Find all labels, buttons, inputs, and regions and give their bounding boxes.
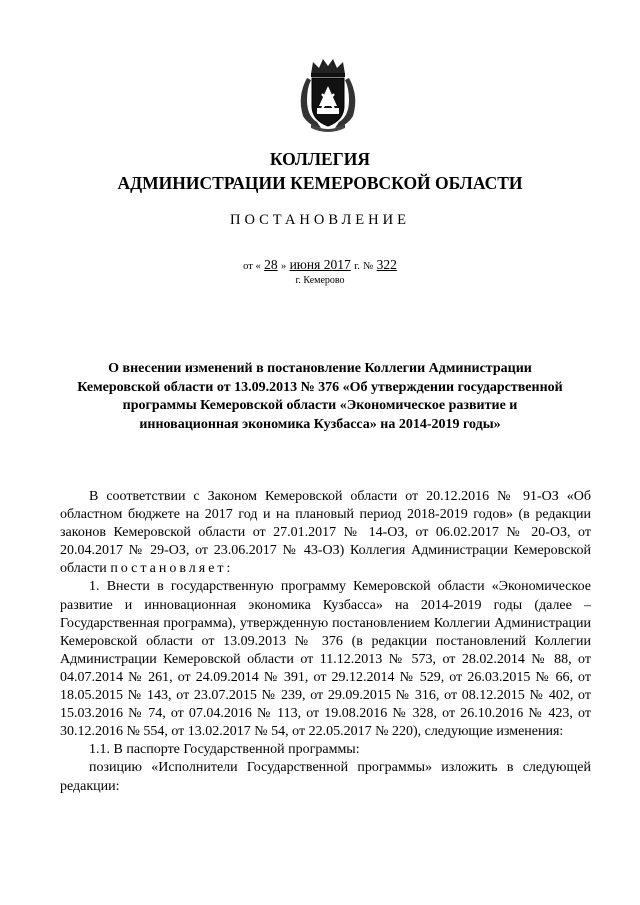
body-paragraph-position: позицию «Исполнители Государственной программы» изложить в следующей редакции: (60, 760, 591, 794)
coat-of-arms-emblem (295, 56, 361, 132)
body-paragraph-item-1: 1. Внести в государственную программу Кемеровской области «Экономическое развитие и инновационная экономика Кузбасса» на 2014-2019 годы (далее – Государственная программа), утвержденную постановлением Коллегии Администрации Кемеровской области от 13.09.2013 № 376 (в редакции постановлений Коллегии Администрации Кемеровской области от 11.12.2013 № 573, от 28.02.2014 № 88, от 04.07.2014 № 261, от 24.09.2014 № 391, от 29.12.2014 № 529, от 26.03.2015 № 66, от 18.05.2015 № 143, от 23.07.2015 № 239, от 29.09.2015 № 316, от 08.12.2015 № 402, от 15.03.2016 № 74, от 07.04.2016 № 113, от 19.08.2016 № 328, от 26.10.2016 № 423, от 30.12.2016 № 554, от 13.02.2017 № 54, от 22.05.2017 № 220), следующие изменения: (60, 579, 591, 740)
date-prefix: от « (243, 261, 261, 272)
document-number: 322 (376, 257, 397, 272)
document-body (60, 488, 591, 796)
organization-name-line2: АДМИНИСТРАЦИИ КЕМЕРОВСКОЙ ОБЛАСТИ (117, 173, 523, 193)
subject-line: Кемеровской области от 13.09.2013 № 376 «Об утверждении государственной (77, 379, 563, 395)
organization-name-line1: КОЛЛЕГИЯ (269, 149, 371, 169)
document-subject (40, 360, 600, 434)
date-mid: » (280, 261, 287, 272)
number-prefix: № (363, 261, 374, 272)
body-paragraph-preamble (60, 488, 591, 578)
preamble-text: В соответствии с Законом Кемеровской области от 20.12.2016 № 91-ОЗ «Об областном бюджете на 2017 год и на плановый период 2018-2019 годов» (в редакции законов Кемеровской области от 27.01.2017 № 14-ОЗ, от 06.02.2017 № 20-ОЗ, от 20.04.2017 № 29-ОЗ, от 23.06.2017 № 43-ОЗ) Коллегия Администрации Кемеровской области (60, 489, 591, 577)
body-paragraph-item-1-1: 1.1. В паспорте Государственной программы: (89, 742, 360, 758)
preamble-colon: : (226, 561, 231, 577)
subject-line: программы Кемеровской области «Экономическое развитие и (122, 398, 518, 413)
resolve-verb: постановляет (110, 561, 227, 577)
subject-line: инновационная экономика Кузбасса» на 2014-2019 годы» (139, 416, 501, 432)
document-date-number (0, 257, 640, 273)
date-month-year: июня 2017 (289, 257, 351, 272)
date-year-suffix: г. (354, 261, 360, 272)
document-type: ПОСТАНОВЛЕНИЕ (230, 212, 410, 228)
document-city: г. Кемерово (295, 275, 345, 286)
date-day: 28 (264, 257, 278, 272)
subject-line: О внесении изменений в постановление Коллегии Администрации (108, 361, 532, 376)
